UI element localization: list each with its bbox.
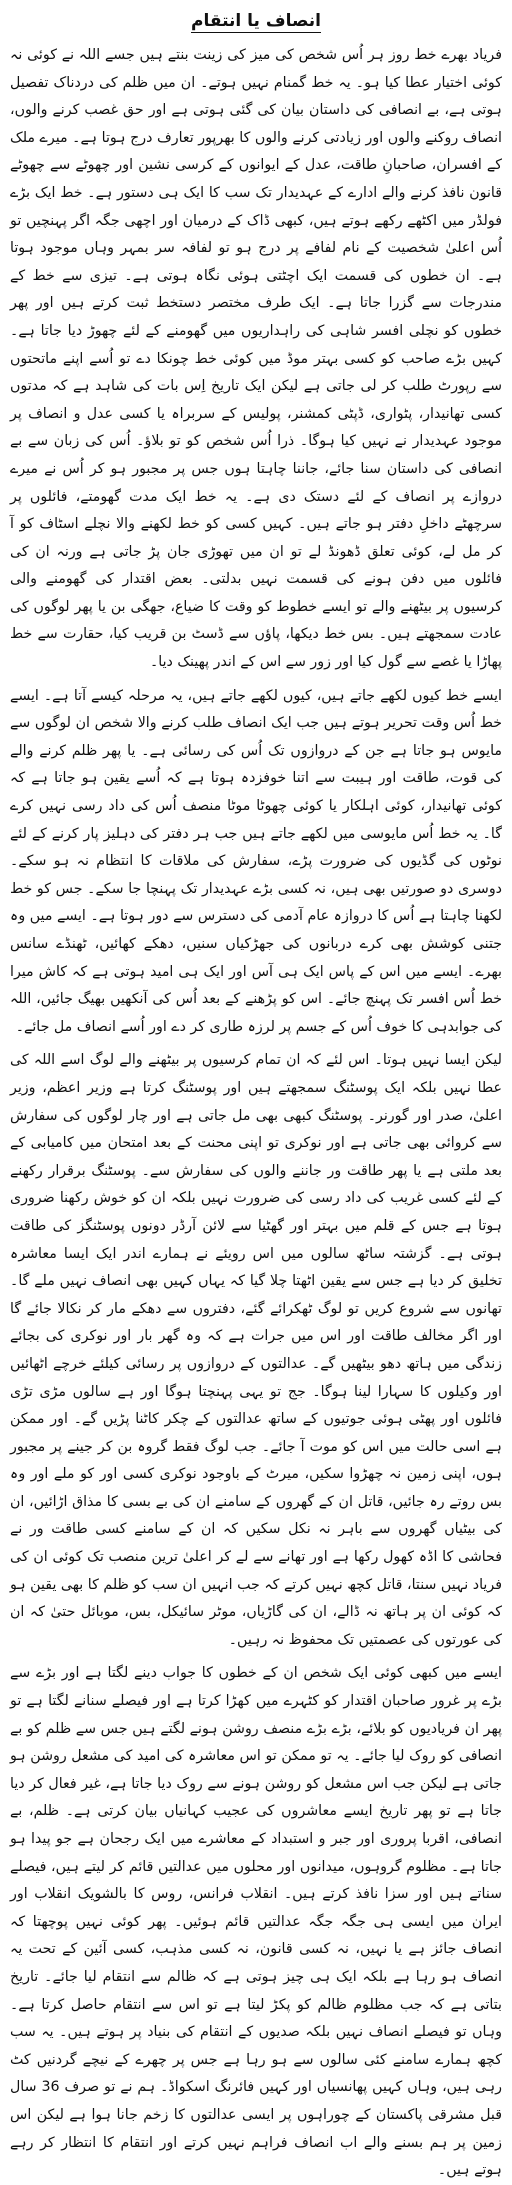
paragraph-3: لیکن ایسا نہیں ہوتا۔ اس لئے کہ ان تمام کرسیوں پر بیٹھنے والے لوگ اسے اللہ کی عطا نہیں بلکہ ایک پوسٹنگ سمجھتے ہیں اور پوسٹنگ کرتا ہے وزیر اعظم، وزیر اعلیٰ، صدر اور گورنر۔ پوسٹنگ کبھی بھی مل جاتی ہے اور چار لوگوں کی سفارش سے کروائی بھی جاتی ہے اور نوکری تو اپنی محنت کے بعد امتحان میں کامیابی کے بعد ملتی ہے یا پھر طاقت ور جاننے والوں کی سفارش سے۔ پوسٹنگ برقرار رکھنے کے لئے کسی غریب کی داد رسی کی ضرورت نہیں بلکہ ان کو خوش رکھنا ضروری ہوتا ہے جس کے قلم میں بہتر اور گھٹیا سے لائن آرڈر دونوں پوسٹنگز کی طاقت ہوتی ہے۔ گزشتہ ساٹھ سالوں میں اس رویئے نے ہمارے اندر ایک ایسا معاشرہ تخلیق کر دیا ہے جس سے یقین اٹھتا چلا گیا کہ یہاں کہیں بھی انصاف نہیں ملے گا۔ تھانوں سے شروع کریں تو لوگ ٹھکرائے گئے، دفتروں سے دھکے مار کر نکالا جائے گا اور اگر مخالف طاقت اور اس میں جرات ہے کہ وہ گھر بار اور نوکری کی بجائے زندگی میں ہاتھ دھو بیٹھیں گے۔ عدالتوں کے دروازوں پر رسائی کیلئے خرچے اٹھائیں اور وکیلوں کا سہارا لینا ہوگا۔ جج تو یہی پہنچتا ہوگا اور ہے سالوں مڑی تڑی فائلوں اور پھٹی ہوئی جوتیوں کے ساتھ عدالتوں کے چکر کاٹنا پڑیں گے۔ اور ممکن ہے اسی حالت میں اس کو موت آ جائے۔ جب لوگ فقط گروہ بن کر جینے پر مجبور ہوں، اپنی زمین نہ چھڑوا سکیں، میرٹ کے باوجود نوکری کسی اور کو ملے اور وہ بس روتے رہ جائیں، قاتل ان کے گھروں کے سامنے ان کی بے بسی کا مذاق اڑائیں، ان کی بیٹیاں گھروں سے باہر نہ نکل سکیں کہ ان کے سامنے کسی طاقت ور نے فحاشی کا اڈہ کھول رکھا ہے اور تھانے سے لے کر اعلیٰ ترین منصب تک کوئی ان کی فریاد نہیں سنتا، قاتل کچھ نہیں کرتے کہ جب انہیں ان سب کو ظلم کا بھی یقین ہو کہ کوئی ان پر ہاتھ نہ ڈالے، ان کی گاڑیاں، موٹر سائیکل، بس، موبائل حتیٰ کہ ان کی عورتوں کی عصمتیں تک محفوظ نہ رہیں۔: [10, 1052, 502, 1648]
column-title-text: انصاف یا انتقام: [191, 11, 321, 31]
paragraph-2: ایسے خط کیوں لکھے جاتے ہیں، کیوں لکھے جاتے ہیں، یہ مرحلہ کیسے آتا ہے۔ ایسے خط اُس وقت تحریر ہوتے ہیں جب ایک انصاف طلب کرنے والا شخص ان لوگوں سے مایوس ہو جاتا ہے جن کے دروازوں تک اُس کی رسائی ہے۔ یا پھر ظلم کرنے والے کی قوت، طاقت اور ہیبت سے اتنا خوفزدہ ہوتا ہے کہ اُسے یقین ہو جاتا ہے کہ کوئی تھانیدار، کوئی اہلکار یا کوئی چھوٹا موٹا منصف اُس کی داد رسی نہیں کرے گا۔ یہ خط اُس مایوسی میں لکھے جاتے ہیں جب ہر دفتر کی دہلیز پار کرنے کے لئے نوٹوں کی گڈیوں کی ضرورت پڑے، سفارش کی ملاقات کا انتظام نہ ہو سکے۔ دوسری دو صورتیں بھی ہیں، نہ کسی بڑے عہدیدار تک پہنچا جا سکے۔ جس کو خط لکھنا چاہتا ہے اُس کا دروازہ عام آدمی کی دسترس سے دور ہوتا ہے۔ ایسے میں وہ جتنی کوشش بھی کرے دربانوں کی جھڑکیاں سنیں، دھکے کھائیں، ٹھنڈے سانس بھرے۔ ایسے میں اس کے پاس ایک ہی آس اور ایک ہی امید ہوتی ہے کہ کاش میرا خط اُس افسر تک پہنچ جائے۔ اس کو پڑھنے کے بعد اُس کی آنکھیں بھیگ جائیں، اللہ کی جوابدہی کا خوف اُس کے جسم پر لرزہ طاری کر دے اور اُسے انصاف مل جائے۔: [10, 687, 502, 1035]
paragraph-4: ایسے میں کبھی کوئی ایک شخص ان کے خطوں کا جواب دینے لگتا ہے اور بڑے سے بڑے پر غرور صاحبان اقتدار کو کٹہرے میں کھڑا کرتا ہے اور فیصلے سنانے لگتا ہے تو پھر ان فریادیوں کو بلائے، بڑے بڑے منصف روشن ہونے لگتے ہیں جس سے ظلم کو بے انصافی کو روک لیا جائے۔ یہ تو ممکن تو اس معاشرہ کی امید کی مشعل روشن ہو جاتی ہے لیکن جب اس مشعل کو روشن ہونے سے روک دیا جاتا ہے، غیر فعال کر دیا جاتا ہے تو پھر تاریخ ایسے معاشروں کی عجیب کہانیاں بیان کرتی ہے۔ ظلم، بے انصافی، اقربا پروری اور جبر و استبداد کے معاشرے میں ایک رجحان ہے جو پیدا ہو جاتا ہے۔ مظلوم گروہوں، میدانوں اور محلوں میں عدالتیں قائم کر لیتے ہیں، فیصلے سناتے ہیں اور سزا نافذ کرتے ہیں۔ انقلاب فرانس، روس کا بالشویک انقلاب اور ایران میں ایسی ہی جگہ جگہ عدالتیں قائم ہوئیں۔ پھر کوئی نہیں پوچھتا کہ انصاف جائز ہے یا نہیں، نہ کسی قانون، نہ کسی مذہب، کسی آئین کے تحت یہ انصاف ہو رہا ہے بلکہ ایک ہی چیز ہوتی ہے کہ ظالم سے انتقام لیا جائے۔ تاریخ بتاتی ہے کہ جب مظلوم ظالم کو پکڑ لیتا ہے تو اس سے انتقام حاصل کرتا ہے۔ وہاں تو فیصلے انصاف نہیں بلکہ صدیوں کے انتقام کی بنیاد پر ہوتے ہیں۔ یہ سب کچھ ہمارے سامنے کئی سالوں سے ہو رہا ہے جس پر چھرے کے نیچے گردنیں کٹ رہی ہیں، وہاں کہیں پھانسیاں اور کہیں فائرنگ اسکواڈ۔ ہم نے تو صرف 36 سال قبل مشرقی پاکستان کے چوراہوں پر ایسی عدالتوں کا زخم جانا ہوا ہے لیکن اس زمین پر ہم بسنے والے اب انصاف فراہم نہیں کرتے اور انتقام کا انتظار کر رہے ہوتے ہیں۔: [10, 1665, 502, 2179]
paragraph-1: فریاد بھرے خط روز ہر اُس شخص کی میز کی زینت بنتے ہیں جسے اللہ نے کوئی نہ کوئی اختیار عطا کیا ہو۔ یہ خط گمنام نہیں ہوتے۔ ان میں ظلم کی دردناک تفصیل ہوتی ہے، بے انصافی کی داستان بیان کی گئی ہوتی ہے اور حق غصب کرنے والوں، انصاف روکنے والوں اور زیادتی کرنے والوں کا بھرپور تعارف درج ہوتا ہے۔ میرے ملک کے افسران، صاحبانِ طاقت، عدل کے ایوانوں کے کرسی نشین اور چھوٹے سے چھوٹے قانون نافذ کرنے والے ادارے کے عہدیدار تک سب کا ایک ہی دستور ہے۔ خط ایک بڑے فولڈر میں اکٹھے رکھے ہوتے ہیں، کبھی ڈاک کے درمیان اور اچھی جگہ اگر پہنچیں تو اُس اعلیٰ شخصیت کے نام لفافے پر درج ہو تو لفافہ سر بمہر وہاں موجود ہوتا ہے۔ ان خطوں کی قسمت ایک اچٹتی ہوئی نگاہ ہوتی ہے۔ تیزی سے خط کے مندرجات سے گزرا جاتا ہے۔ ایک طرف مختصر دستخط ثبت کرتے ہیں اور پھر خطوں کو نچلی افسر شاہی کی راہداریوں میں گھومنے کے لئے چھوڑ دیا جاتا ہے۔ کہیں بڑے صاحب کو کسی بہتر موڈ میں کوئی خط چونکا دے تو اُسے اپنے ماتحتوں سے رپورٹ طلب کر لی جاتی ہے لیکن ایک تاریخ اِس بات کی شاہد ہے کہ مدتوں کسی تھانیدار، پٹواری، ڈپٹی کمشنر، پولیس کے سربراہ یا کسی عدل و انصاف پر موجود عہدیدار نے نہیں کیا ہوگا۔ ذرا اُس شخص کو تو بلاؤ۔ اُس کی زبان سے بے انصافی کی داستان سنا جائے، جاننا چاہتا ہوں جس پر مجبور ہو کر اُس نے میرے دروازے پر انصاف کے لئے دستک دی ہے۔ یہ خط ایک مدت گھومتے، فائلوں پر سرچھٹے داخلِ دفتر ہو جاتے ہیں۔ کہیں کسی کو خط لکھنے والا نچلے اسٹاف کو آ کر مل لے، کوئی تعلق ڈھونڈ لے تو ان میں تھوڑی جان پڑ جاتی ہے ورنہ ان کی فائلوں میں دفن ہونے کی قسمت نہیں بدلتی۔ بعض اقتدار کی گھومنے والی کرسیوں پر بیٹھنے والے تو ایسے خطوط کو وقت کا ضیاع، جھگی بن یا پھر لوگوں کی عادت سمجھتے ہیں۔ بس خط دیکھا، پاؤں سے ڈسٹ بن قریب کیا، حقارت سے خط پھاڑا یا غصے سے گول کیا اور زور سے اس کے اندر پھینک دیا۔: [10, 47, 502, 671]
column-title: [10, 8, 502, 34]
